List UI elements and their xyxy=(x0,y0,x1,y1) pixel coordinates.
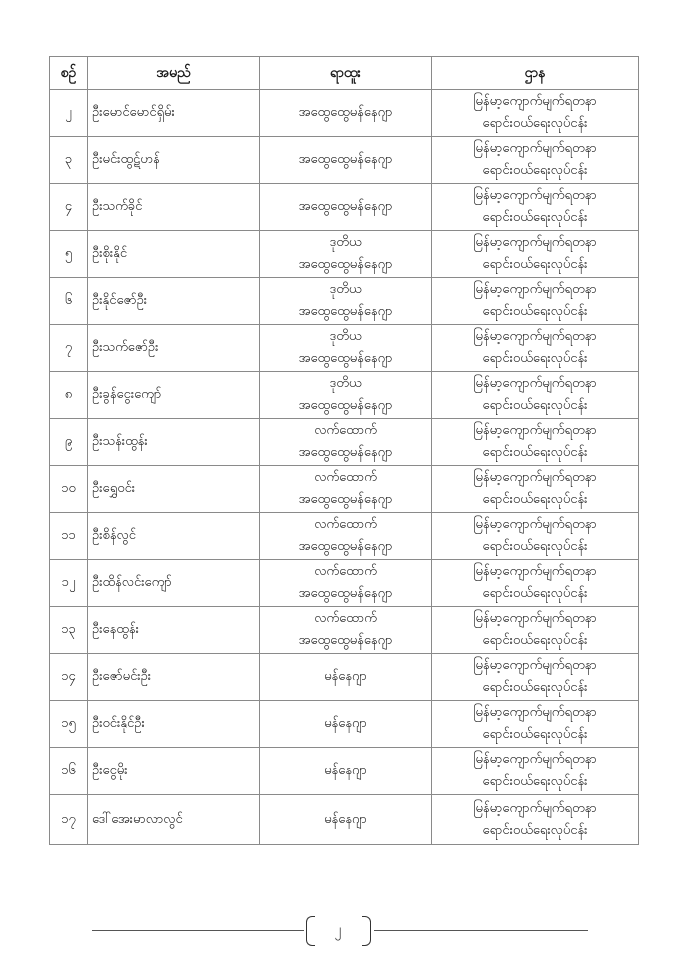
table-row xyxy=(50,795,639,845)
serial-number-cell: ၁၅ xyxy=(50,701,88,748)
rank-cell xyxy=(260,231,432,278)
department-cell xyxy=(432,513,639,560)
rank-cell xyxy=(260,372,432,419)
department-line: ရောင်းဝယ်ရေးလုပ်ငန်း xyxy=(482,210,588,225)
serial-number-cell: ၈ xyxy=(50,372,88,419)
name-cell: ဦးဝင်းနိုင်ဦး xyxy=(88,701,260,748)
department-line: ရောင်းဝယ်ရေးလုပ်ငန်း xyxy=(482,116,588,131)
table-row xyxy=(50,278,639,325)
table-row xyxy=(50,184,639,231)
name-cell: ဦးစိန်လွင် xyxy=(88,513,260,560)
department-line: မြန်မာ့ကျောက်မျက်ရတနာ xyxy=(473,141,597,156)
department-line: မြန်မာ့ကျောက်မျက်ရတနာ xyxy=(473,423,597,438)
department-cell xyxy=(432,795,639,845)
table-row xyxy=(50,419,639,466)
name-cell: ဦးထိန်လင်းကျော် xyxy=(88,560,260,607)
serial-number-cell: ၆ xyxy=(50,278,88,325)
page-footer xyxy=(0,914,678,948)
rank-line: အထွေထွေမန်နေဂျာ xyxy=(298,105,393,120)
table-row xyxy=(50,513,639,560)
department-line: ရောင်းဝယ်ရေးလုပ်ငန်း xyxy=(482,539,588,554)
rank-line: မန်နေဂျာ xyxy=(324,716,367,731)
serial-number-cell: ၁၄ xyxy=(50,654,88,701)
department-cell xyxy=(432,90,639,137)
footer-bracket-left xyxy=(306,916,315,946)
serial-number-cell: ၃ xyxy=(50,137,88,184)
header-name: အမည် xyxy=(88,57,260,90)
rank-cell xyxy=(260,795,432,845)
serial-number-cell: ၁၇ xyxy=(50,795,88,845)
rank-cell xyxy=(260,419,432,466)
rank-cell xyxy=(260,137,432,184)
department-line: မြန်မာ့ကျောက်မျက်ရတနာ xyxy=(473,611,597,626)
serial-number-cell: ၁၆ xyxy=(50,748,88,795)
department-cell xyxy=(432,560,639,607)
rank-cell xyxy=(260,325,432,372)
serial-number-cell: ၄ xyxy=(50,184,88,231)
table-row xyxy=(50,90,639,137)
footer-rule-right xyxy=(374,930,588,931)
table-row xyxy=(50,137,639,184)
department-cell xyxy=(432,231,639,278)
department-line: မြန်မာ့ကျောက်မျက်ရတနာ xyxy=(473,329,597,344)
rank-line: လက်ထောက် xyxy=(314,517,377,532)
name-cell: ဦးနေထွန်း xyxy=(88,607,260,654)
department-line: မြန်မာ့ကျောက်မျက်ရတနာ xyxy=(473,235,597,250)
department-cell xyxy=(432,748,639,795)
rank-line: အထွေထွေမန်နေဂျာ xyxy=(298,586,393,601)
rank-line: လက်ထောက် xyxy=(314,470,377,485)
department-line: ရောင်းဝယ်ရေးလုပ်ငန်း xyxy=(482,398,588,413)
table-row xyxy=(50,466,639,513)
rank-line: မန်နေဂျာ xyxy=(324,763,367,778)
rank-cell xyxy=(260,466,432,513)
department-line: မြန်မာ့ကျောက်မျက်ရတနာ xyxy=(473,282,597,297)
name-cell: ဒေါ်အေးမာလာလွင် xyxy=(88,795,260,845)
table-header-row xyxy=(50,57,639,90)
name-cell: ဦးသက်ခိုင် xyxy=(88,184,260,231)
rank-line: အထွေထွေမန်နေဂျာ xyxy=(298,445,393,460)
department-line: မြန်မာ့ကျောက်မျက်ရတနာ xyxy=(473,658,597,673)
rank-cell xyxy=(260,90,432,137)
serial-number-cell: ၁၀ xyxy=(50,466,88,513)
rank-cell xyxy=(260,701,432,748)
name-cell: ဦးနိုင်ဇော်ဦး xyxy=(88,278,260,325)
name-cell: ဦးခွန်ငွေးကျော် xyxy=(88,372,260,419)
table-row xyxy=(50,231,639,278)
rank-cell xyxy=(260,278,432,325)
name-cell: ဦးငွေမိုး xyxy=(88,748,260,795)
rank-line: ဒုတိယ xyxy=(329,282,362,297)
serial-number-cell: ၅ xyxy=(50,231,88,278)
footer-rule-left xyxy=(92,930,304,931)
serial-number-cell: ၁၃ xyxy=(50,607,88,654)
department-line: မြန်မာ့ကျောက်မျက်ရတနာ xyxy=(473,188,597,203)
serial-number-cell: ၉ xyxy=(50,419,88,466)
staff-table xyxy=(49,56,639,845)
name-cell: ဦးမောင်မောင်ရှိမ်း xyxy=(88,90,260,137)
name-cell: ဦးဇော်မင်းဦး xyxy=(88,654,260,701)
department-cell xyxy=(432,137,639,184)
header-rank: ရာထူး xyxy=(260,57,432,90)
department-cell xyxy=(432,184,639,231)
rank-line: လက်ထောက် xyxy=(314,611,377,626)
department-cell xyxy=(432,419,639,466)
rank-cell xyxy=(260,654,432,701)
table-row xyxy=(50,372,639,419)
rank-line: မန်နေဂျာ xyxy=(324,811,367,827)
department-line: ရောင်းဝယ်ရေးလုပ်ငန်း xyxy=(482,822,588,838)
serial-number-cell: ၇ xyxy=(50,325,88,372)
department-line: မြန်မာ့ကျောက်မျက်ရတနာ xyxy=(473,564,597,579)
department-cell xyxy=(432,325,639,372)
department-line: ရောင်းဝယ်ရေးလုပ်ငန်း xyxy=(482,445,588,460)
rank-line: မန်နေဂျာ xyxy=(324,669,367,684)
rank-cell xyxy=(260,748,432,795)
rank-line: အထွေထွေမန်နေဂျာ xyxy=(298,539,393,554)
department-line: ရောင်းဝယ်ရေးလုပ်ငန်း xyxy=(482,727,588,742)
rank-cell xyxy=(260,513,432,560)
table-row xyxy=(50,701,639,748)
department-cell xyxy=(432,654,639,701)
serial-number-cell: ၁၁ xyxy=(50,513,88,560)
page-number: ၂ xyxy=(334,922,342,938)
rank-cell xyxy=(260,184,432,231)
department-line: ရောင်းဝယ်ရေးလုပ်ငန်း xyxy=(482,163,588,178)
rank-line: အထွေထွေမန်နေဂျာ xyxy=(298,633,393,648)
department-cell xyxy=(432,372,639,419)
rank-line: လက်ထောက် xyxy=(314,423,377,438)
department-line: မြန်မာ့ကျောက်မျက်ရတနာ xyxy=(473,94,597,109)
rank-line: အထွေထွေမန်နေဂျာ xyxy=(298,304,393,319)
name-cell: ဦးစိုးနိုင် xyxy=(88,231,260,278)
table-row xyxy=(50,560,639,607)
rank-line: ဒုတိယ xyxy=(329,329,362,344)
name-cell: ဦးသက်ဇော်ဦး xyxy=(88,325,260,372)
department-line: ရောင်းဝယ်ရေးလုပ်ငန်း xyxy=(482,351,588,366)
department-cell xyxy=(432,701,639,748)
rank-line: အထွေထွေမန်နေဂျာ xyxy=(298,398,393,413)
department-line: မြန်မာ့ကျောက်မျက်ရတနာ xyxy=(473,752,597,767)
department-line: ရောင်းဝယ်ရေးလုပ်ငန်း xyxy=(482,492,588,507)
department-line: ရောင်းဝယ်ရေးလုပ်ငန်း xyxy=(482,774,588,789)
department-cell xyxy=(432,466,639,513)
department-line: ရောင်းဝယ်ရေးလုပ်ငန်း xyxy=(482,304,588,319)
table-row xyxy=(50,654,639,701)
table-body xyxy=(50,90,639,845)
rank-line: ဒုတိယ xyxy=(329,235,362,250)
header-department: ဌာန xyxy=(432,57,639,90)
serial-number-cell: ၂ xyxy=(50,90,88,137)
department-line: မြန်မာ့ကျောက်မျက်ရတနာ xyxy=(473,800,597,816)
footer-bracket-right xyxy=(362,916,371,946)
department-cell xyxy=(432,607,639,654)
rank-line: အထွေထွေမန်နေဂျာ xyxy=(298,199,393,214)
department-cell xyxy=(432,278,639,325)
name-cell: ဦးမင်းထွဋ်ဟန် xyxy=(88,137,260,184)
department-line: မြန်မာ့ကျောက်မျက်ရတနာ xyxy=(473,376,597,391)
serial-number-cell: ၁၂ xyxy=(50,560,88,607)
rank-line: လက်ထောက် xyxy=(314,564,377,579)
department-line: ရောင်းဝယ်ရေးလုပ်ငန်း xyxy=(482,586,588,601)
table-row xyxy=(50,325,639,372)
name-cell: ဦးသန်းထွန်း xyxy=(88,419,260,466)
department-line: မြန်မာ့ကျောက်မျက်ရတနာ xyxy=(473,705,597,720)
department-line: မြန်မာ့ကျောက်မျက်ရတနာ xyxy=(473,517,597,532)
rank-line: အထွေထွေမန်နေဂျာ xyxy=(298,257,393,272)
header-serial-no: စဉ် xyxy=(50,57,88,90)
department-line: ရောင်းဝယ်ရေးလုပ်ငန်း xyxy=(482,257,588,272)
rank-cell xyxy=(260,607,432,654)
table-row xyxy=(50,748,639,795)
rank-line: အထွေထွေမန်နေဂျာ xyxy=(298,492,393,507)
department-line: မြန်မာ့ကျောက်မျက်ရတနာ xyxy=(473,470,597,485)
rank-line: အထွေထွေမန်နေဂျာ xyxy=(298,152,393,167)
name-cell: ဦးရွှေဝင်း xyxy=(88,466,260,513)
department-line: ရောင်းဝယ်ရေးလုပ်ငန်း xyxy=(482,680,588,695)
rank-cell xyxy=(260,560,432,607)
rank-line: အထွေထွေမန်နေဂျာ xyxy=(298,351,393,366)
rank-line: ဒုတိယ xyxy=(329,376,362,391)
table-row xyxy=(50,607,639,654)
department-line: ရောင်းဝယ်ရေးလုပ်ငန်း xyxy=(482,633,588,648)
